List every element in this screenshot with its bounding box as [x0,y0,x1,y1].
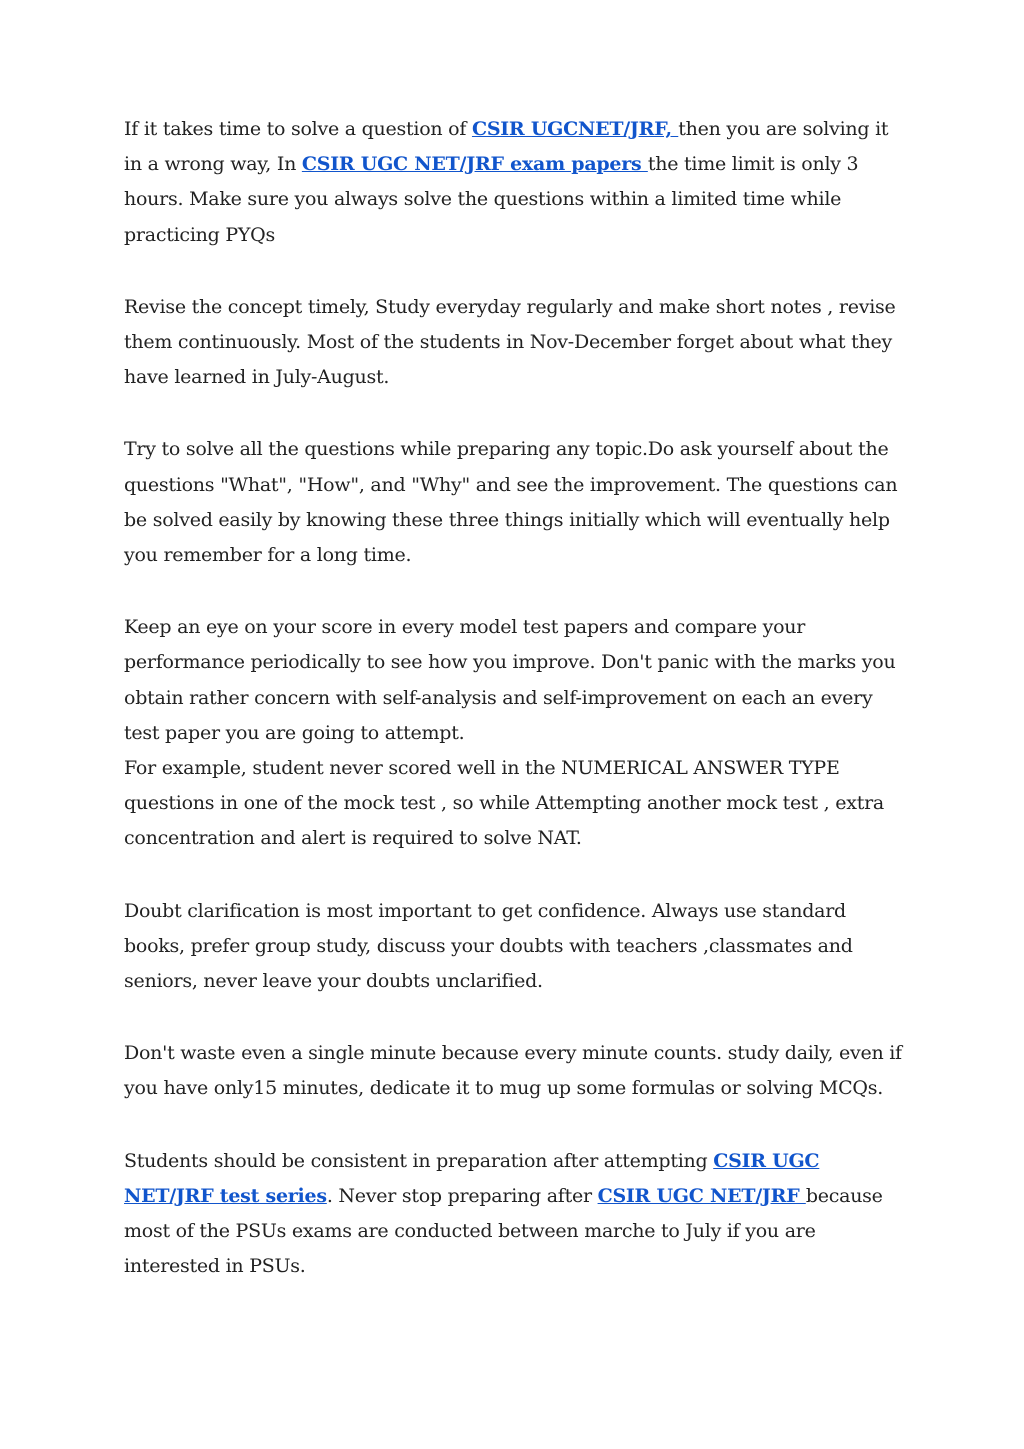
paragraph-time-limit [124,112,904,253]
paragraph-dont-waste-time: Don't waste even a single minute because every minute counts. study daily, even if you have only15 minutes, dedicate it to mug up some formulas or solving MCQs. [124,1042,902,1100]
paragraph-text: then you are solving it in a wrong way, In [124,118,889,176]
paragraph-text: because most of the PSUs exams are conducted between marche to July if you are interested in PSUs. [124,1184,883,1278]
paragraph-text: the time limit is only 3 hours. Make sure you always solve the questions within a limited time while practicing PYQs [124,153,859,246]
csir-ugc-net-jrf-link[interactable]: CSIR UGC NET/JRF [597,1184,806,1207]
paragraph-score: Keep an eye on your score in every model test papers and compare your performance periodically to see how you improve. Don't panic with the marks you obtain rather concern with self-analysis and self-improvement on each an every test paper you are going to attempt. [124,616,896,744]
paragraph-solve-questions: Try to solve all the questions while preparing any topic.Do ask yourself about the questions "What", "How", and "Why" and see the improvement. The questions can be solved easily by knowing these three things initially which will eventually help you remember for a long time. [124,438,898,567]
test-series-link[interactable]: CSIR UGC NET/JRF test series [124,1149,820,1207]
paragraph-example: For example, student never scored well in the NUMERICAL ANSWER TYPE questions in one of the mock test , so while Attempting another mock test , extra concentration and alert is required to solve NAT. [124,757,885,850]
paragraph-text: Students should be consistent in preparation after attempting [124,1149,714,1172]
document-page [124,112,904,1321]
paragraph-text: . Never stop preparing after [326,1184,598,1207]
csir-ugcnet-jrf-link[interactable]: CSIR UGCNET/JRF, [471,118,679,140]
paragraph-consistency [124,1144,904,1285]
paragraph-doubt-clarification: Doubt clarification is most important to get confidence. Always use standard books, prefer group study, discuss your doubts with teachers ,classmates and seniors, never leave your doubts unclarified. [124,899,853,993]
paragraph-revise: Revise the concept timely, Study everyday regularly and make short notes , revise them continuously. Most of the students in Nov-December forget about what they have learned in July-August. [124,295,896,389]
exam-papers-link[interactable]: CSIR UGC NET/JRF exam papers [301,153,648,176]
paragraph-text: If it takes time to solve a question of [124,118,472,140]
